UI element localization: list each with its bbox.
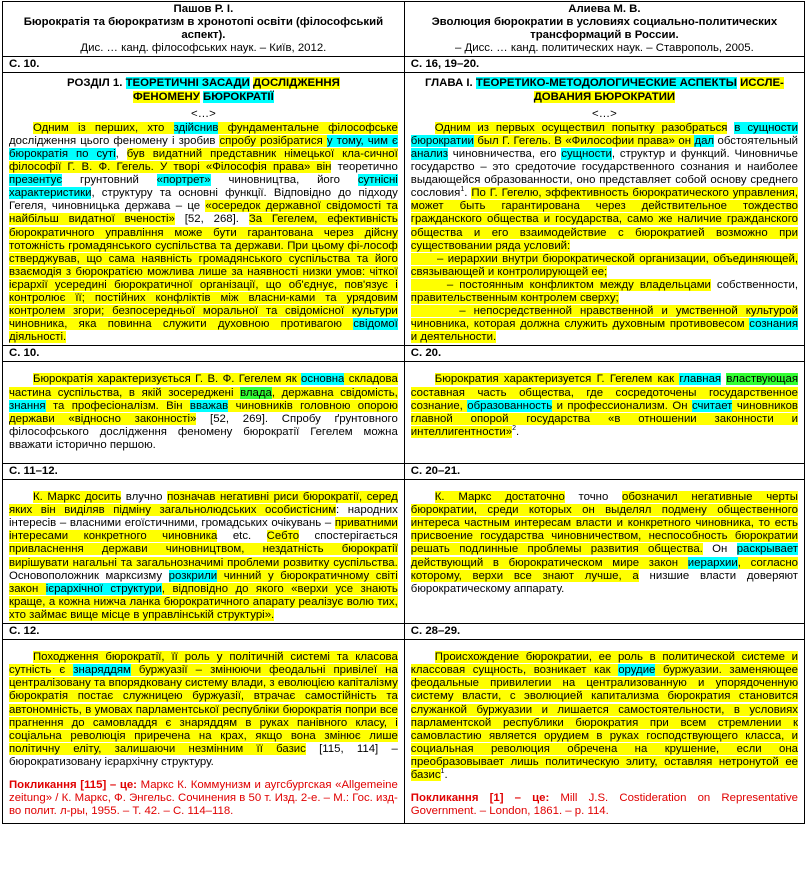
right-paragraph: Происхождение бюрократии, ее роль в политической системе и классовая сущность, возникает как орудие буржуазии. заменяющее феодальные привилегии на централизованную и упорядоченную систему власти, с эволюцией капитализма бюрократия становится служанкой буржуазии и лишается самостоятельности, в условиях парламентской республики бюрократия при всем стремлении к самовластию является орудием в руках господствующего класса, и социальная революция обречена на крушение, если она преобразовывает лишь политическую элиту, оставляя нетронутой ее базис$^1$. bbox=[410, 651, 798, 781]
right-title: Эволюция бюрократии в условиях социально-политических трансформаций в России. bbox=[431, 16, 778, 42]
right-page-ref: С. 28–29. bbox=[404, 624, 804, 640]
left-title: Бюрократія та бюрократизм в хронотопі освіти (філософський аспект). bbox=[23, 16, 384, 42]
left-author: Пашов Р. І. bbox=[173, 3, 234, 15]
left-paragraph: Бюрократія характеризується Г. В. Ф. Гегелем як основна складова частина суспільства, в якій зосереджені влада, державна свідомість, знання та професіоналізм. Він вважав чиновників головною опорою держави «відносно законності» [52, 269]. Спробу ґрунтовного філософського дослідження феномену бюрократії Гегелем можна вважати історично першою. bbox=[9, 373, 398, 451]
right-publication: – Дисс. … канд. политических наук. – Ставрополь, 2005. bbox=[455, 42, 754, 55]
right-paragraph: Одним из первых осуществил попытку разобраться в сущности бюрократии был Г. Гегель. В «Философии права» он дал обстоятельный анализ чиновничества, его сущности, структур и функций. Чиновничье государство – это средоточие государственного сознания и наиболее выдающейся образованности, оно представляет собой основу среднего сословия$^1$. По Г. Гегелю, эффективность бюрократического управления, может быть гарантирована через действительное тождество гражданского общества и государства, само же наличие гражданского общества и его взаимодействие с бюрократией возможно при существовании ряда условий: – иерархии внутри бюрократической организации, объединяющей, связывающей и контролирующей ее; – постоянным конфликтом между владельцами собственности, правительственным контролем сверху; – непосредственной нравственной и умственной культурой чиновника, которая должна служить духовным противовесом сознания и деятельности. bbox=[410, 121, 799, 344]
right-chapter-heading: ГЛАВА I. ТЕОРЕТИКО-МЕТОДОЛОГИЧЕСКИЕ АСПЕКТЫ ИССЛЕ- ДОВАНИЯ БЮРОКРАТИИ bbox=[424, 77, 784, 103]
left-source-header bbox=[3, 2, 405, 57]
ellipsis: <…> bbox=[191, 107, 216, 120]
left-passage bbox=[3, 640, 405, 824]
right-page-ref: С. 16, 19–20. bbox=[404, 57, 804, 73]
right-citation: Покликання [1] – це: Mill J.S. Costideration on Representative Government. – London, 1861. – p. 114. bbox=[410, 792, 798, 818]
right-paragraph: Бюрократия характеризуется Г. Гегелем как главная властвующая составная часть общества, где сосредоточены государственное сознание, образованность и профессионализм. Он считает чиновников главной опорой государства «в отношении законности и интеллигентности»$^2$. bbox=[410, 373, 798, 438]
left-chapter-heading: РОЗДІЛ 1. ТЕОРЕТИЧНІ ЗАСАДИ ДОСЛІДЖЕННЯ ФЕНОМЕНУ БЮРОКРАТІЇ bbox=[67, 77, 340, 103]
left-paragraph: Одним із перших, хто здійснив фундаментальне філософське дослідження цього феномену і зробив спробу розібратися у тому, чим є бюрократія по суті, був видатний представник німецької кла-сичної філософії Г. В. Ф. Гегель. У творі «Філософія права» він теоретично презентує грунтовний «портрет» чиновництва, його сутнісні характеристики, структуру та основні функції. Відповідно до підходу Гегеля, чиновницька держава – це «осередок державної свідомості та найбільш видатної вченості» [52, 268]. За Гегелем, ефективність бюрократичного управління може бути гарантована через дійсну тотожність громадянського суспільства та держави. При цьому фі-лософ стверджував, що сама наявність громадянського суспільства та його взаємодія з бюрократією можлива лише за наявності низки умов: чіткої ієрархії усередині бюрократичної організації, що об'єднує, пов'язує і контролює її; постійних конфліктів між власни-ками та урядовим контролем згори; безпосередньої моральної та свідомісної культури чиновника, яка повинна служити духовною противагою свідомої діяльності. bbox=[9, 121, 398, 344]
left-passage bbox=[3, 73, 405, 346]
left-page-ref: С. 10. bbox=[3, 346, 405, 362]
left-passage bbox=[3, 362, 405, 464]
right-passage bbox=[404, 480, 804, 624]
comparison-table bbox=[2, 1, 805, 824]
ellipsis: <…> bbox=[592, 107, 617, 120]
left-page-ref: С. 12. bbox=[3, 624, 405, 640]
left-paragraph: К. Маркс досить влучно позначав негативні риси бюрократії, серед яких він виділяв підміну загальнолюдських особистісним: народних інтересів – власними егоїстичними, громадських очікувань – приватними інтересами конкретного чиновника etc. Себто спостерігається привласнення держави чиновництвом, нездатність бюрократії вирішувати нагальні та загальнозначимі проблеми розвитку суспільства. Основоположник марксизму розкрили чинний у бюрократичному світі закон ієрархічної структури, відповідно до якого «верхи усе знають краще, а кожна нижча ланка бюрократичного апарату реалізує волю тих, хто займає вище місце в управлінській структурі». bbox=[9, 491, 398, 621]
left-citation: Покликання [115] – це: Маркс К. Коммунизм и аугсбургская «Allgemeine zeitung» / К. Маркс, Ф. Энгельс. Сочинения в 50 т. Изд. 2-е. – М.: Гос. изд-во полит. л-ры, 1955. – Т. 42. – С. 114–118. bbox=[9, 778, 398, 818]
right-paragraph: К. Маркс достаточно точно обозначил негативные черты бюрократии, среди которых он выделял подмену общественного интереса частным интересам власти и конкретного чиновника, то есть присвоение государства чиновничеством, неспособность бюрократии решать подлинные проблемы развития общества. Он раскрывает действующий в бюрократическом мире закон иерархии, согласно которому, верхи все знают лучше, а низшие власти доверяют бюрократическому аппарату. bbox=[410, 491, 799, 595]
left-publication: Дис. … канд. філософських наук. – Київ, 2012. bbox=[80, 42, 327, 55]
right-passage bbox=[404, 73, 804, 346]
right-author: Алиева М. В. bbox=[568, 3, 641, 15]
right-passage bbox=[404, 640, 804, 824]
right-passage bbox=[404, 362, 804, 464]
left-page-ref: С. 10. bbox=[3, 57, 405, 73]
right-page-ref: С. 20. bbox=[404, 346, 804, 362]
left-passage bbox=[3, 480, 405, 624]
right-page-ref: С. 20–21. bbox=[404, 464, 804, 480]
left-paragraph: Походження бюрократії, її роль у політичній системі та класова сутність є знаряддям буржуазії – змінюючи феодальні привілеї на централізовану та впорядковану систему влади, з еволюцією капіталізму бюрократія постає служницею буржуазії, втрачає самостійність та автономність, в умовах парламентської республіки бюрократія попри все прагнення до самовладдя є знаряддям в руках панівного класу, і соціальна революція приречена на крах, якщо вона змінює лише політичну еліту, залишаючи незмінним її базис [115, 114] – бюрократизовану ієрархічну структуру. bbox=[9, 651, 398, 768]
left-page-ref: С. 11–12. bbox=[3, 464, 405, 480]
right-source-header bbox=[404, 2, 804, 57]
